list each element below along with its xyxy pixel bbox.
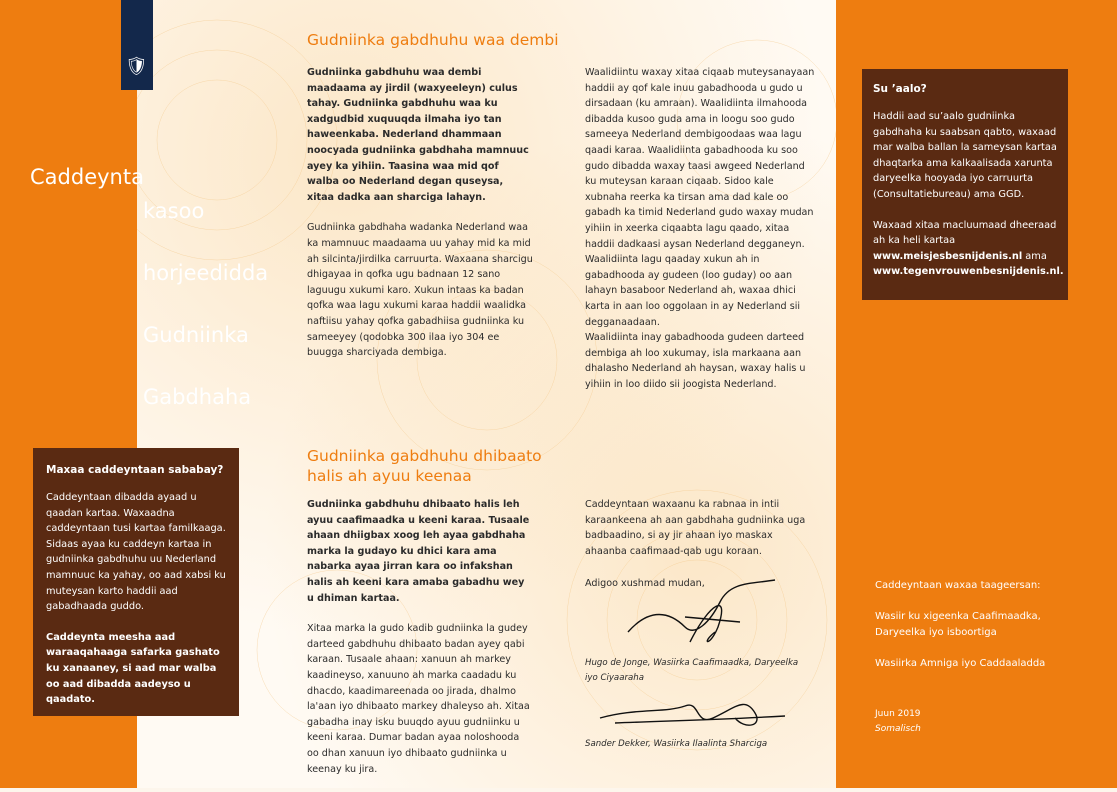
supporters-block xyxy=(875,578,1075,672)
signature-1-caption: Hugo de Jonge, Wasiirka Caafimaadka, Daryeelka iyo Ciyaaraha xyxy=(585,658,799,683)
signature-2-caption: Sander Dekker, Wasiirka Ilaalinta Sharciga xyxy=(585,739,768,749)
supporters-label: Caddeyntaan waxaa taageersan: xyxy=(875,580,1041,591)
signature-2 xyxy=(595,688,795,738)
section1-heading: Gudniinka gabdhuhu waa dembi xyxy=(307,31,559,49)
supporter-line1: Wasiir ku xigeenka Caafimaadka, xyxy=(875,611,1041,622)
why-box-bold: Caddeynta meesha aad waraaqahaaga safarka gashato ku xanaaney, si aad mar walba oo aad dibadda aadeyso u qaadato. xyxy=(46,631,220,706)
questions-box-title: Su ’aalo? xyxy=(873,83,927,95)
date-block xyxy=(875,707,921,737)
signature-1 xyxy=(600,572,790,652)
greeting: Adigoo xushmad mudan, xyxy=(585,578,705,589)
section2-bold-para: Gudniinka gabdhuhu dhibaato halis leh ayuu caafimaadka u keeni karaa. Tusaale ahaan dhiigbax xoog leh ayaa gabdhaha marka la gudayo ku dhici kara ama nabarka ayaa jirran kara oo infakshan halis ah keeni kara amaba gabadhu wey u dhiman kartaa. xyxy=(307,499,530,604)
section1-para2: Gudniinka gabdhaha wadanka Nederland waa ka mamnuuc maadaama uu yahay mid ka mid ah silcinta/jirdilka carruurta. Waxaana sharcigu dhigayaa in qofka ugu badnaan 12 sano laguugu xukumi karo. Xukun intaas ka badan qofka waa lagu xukumi karaa haddii waalidka naftiisu yahay qofka gabadhiisa gudniinka ku sameeyey (qodobka 300 ilaa iyo 304 ee buugga sharciyada dembiga. xyxy=(307,222,533,359)
section1-col2 xyxy=(585,65,817,407)
section1-col1 xyxy=(307,65,533,376)
section1-col2-para1: Waalidiintu waxay xitaa ciqaab muteysanayaan haddii ay qof kale inuu gabadhooda u gudo u dirsadaan (ku amraan). Waalidiinta ilmahooda dibadda kusoo guda ama in loogu soo gudo sameeya Nederland dembigoodaas waa lagu qaadi karaa. Waalidiinta gabadhooda ku soo gudo dibadda waxay taasi awgeed Nederland ku muteysan karaan ciqaab. Sidoo kale xubnaha reerka ka tirsan ama dad kale oo gabadh ka timid Nederland gudo waxay mudan yihiin in xeerka ciqaabta lagu qaado, xitaa haddii dadkaasi aysan Nederland degganeyn. Waalidiinta lagu qaaday xukun ah in gabadhooda ay gudeen (loo guday) oo aan lahayn basaboor Nederland ah, waxaa dhici karta in aan loo oggolaan in ay Nederland sii degganaadaan. xyxy=(585,67,815,328)
link-tegenvrouwenbesnijdenis[interactable]: www.tegenvrouwenbesnijdenis.nl xyxy=(873,266,1060,278)
section2-col1 xyxy=(307,497,533,792)
why-info-box xyxy=(33,448,239,716)
link-meisjesbesnijdenis[interactable]: www.meisjesbesnijdenis.nl xyxy=(873,250,1023,262)
questions-box xyxy=(862,69,1068,300)
coat-of-arms-icon: 🛡 xyxy=(125,56,148,77)
section1-col2-para2: Waalidiinta inay gabadhooda gudeen darteed dembiga ah loo xukumay, isla markaana aan dhalasho Nederland ah haysan, waxay halis u yihiin in loo diido sii joogista Nederland. xyxy=(585,332,806,390)
questions-box-para1: Haddii aad su’aalo gudniinka gabdhaha ku saabsan qabto, waxaad mar walba ballan la sameysan kartaa dhaqtarka ama kalkaalisada xarunta daryeelka hooyada iyo carruurta (Consultatiebureau) ama GGD. xyxy=(873,111,1057,200)
section2-col2 xyxy=(585,497,815,574)
document-title-part2: kasoo horjeedidda Gudniinka Gabdhaha xyxy=(143,199,269,409)
publication-date: Juun 2019 xyxy=(875,709,921,719)
supporter-line2: Daryeelka iyo isboortiga xyxy=(875,627,997,638)
document-title-part1: Caddeynta xyxy=(30,165,144,189)
questions-box-para2: Waxaad xitaa macluumaad dheeraad ah ka heli kartaa www.meisjesbesnijdenis.nl ama www.tegenvrouwenbesnijdenis.nl. xyxy=(873,219,1064,278)
section1-bold-para: Gudniinka gabdhuhu waa dembi maadaama ay jirdil (waxyeeleyn) culus tahay. Gudniinka gabdhuhu waa ku xadgudbid xuquuqda ilmaha iyo tan haweenkaba. Nederland dhammaan noocyada gudniinka gabdhaha mamnuuc ayey ka yihiin. Taasina waa mid qof walba oo Nederland degan quseysa, xitaa dadka aan sharciga lahayn. xyxy=(307,67,529,203)
why-box-para: Caddeyntaan dibadda ayaad u qaadan kartaa. Waxaadna caddeyntaan tusi kartaa familkaaga. Sidaas ayaa ku caddeyn kartaa in gudniinka gabdhuhu uu Nederland mamnuuc ka yahay, oo aad xabsi ku muteysan karto haddii aad gabadhaada guddo. xyxy=(46,492,226,613)
section2-col2-para: Caddeyntaan waxaanu ka rabnaa in intii karaankeena ah aan gabdhaha gudniinka uga badbaadino, si ay jir ahaan iyo maskax ahaanba caafimaad-qab ugu koraan. xyxy=(585,499,806,557)
why-box-title: Maxaa caddeyntaan sababay? xyxy=(46,464,224,476)
language-label: Somalisch xyxy=(875,724,921,734)
section2-heading: Gudniinka gabdhuhu dhibaato halis ah ayuu keenaa xyxy=(307,447,542,485)
section2-para2: Xitaa marka la gudo kadib gudniinka la gudey darteed gabdhuhu dhibaato badan ayey qabi karaan. Tusaale ahaan: xanuun ah markey kaadineyso, xanuuno ah marka caadadu ku dhacdo, kaadimareenada oo jirada, dhalmo la'aan iyo dhibaato markey dhaleyso ah. Xitaa gabadha inay isku buuqdo ayuu gudniinku u keeni karaa. Dumar badan ayaa noloshooda oo dhan xanuun iyo dhibaato gudniinka u keenay ku jira. xyxy=(307,623,530,775)
supporter-line3: Wasiirka Amniga iyo Caddaaladda xyxy=(875,658,1046,669)
